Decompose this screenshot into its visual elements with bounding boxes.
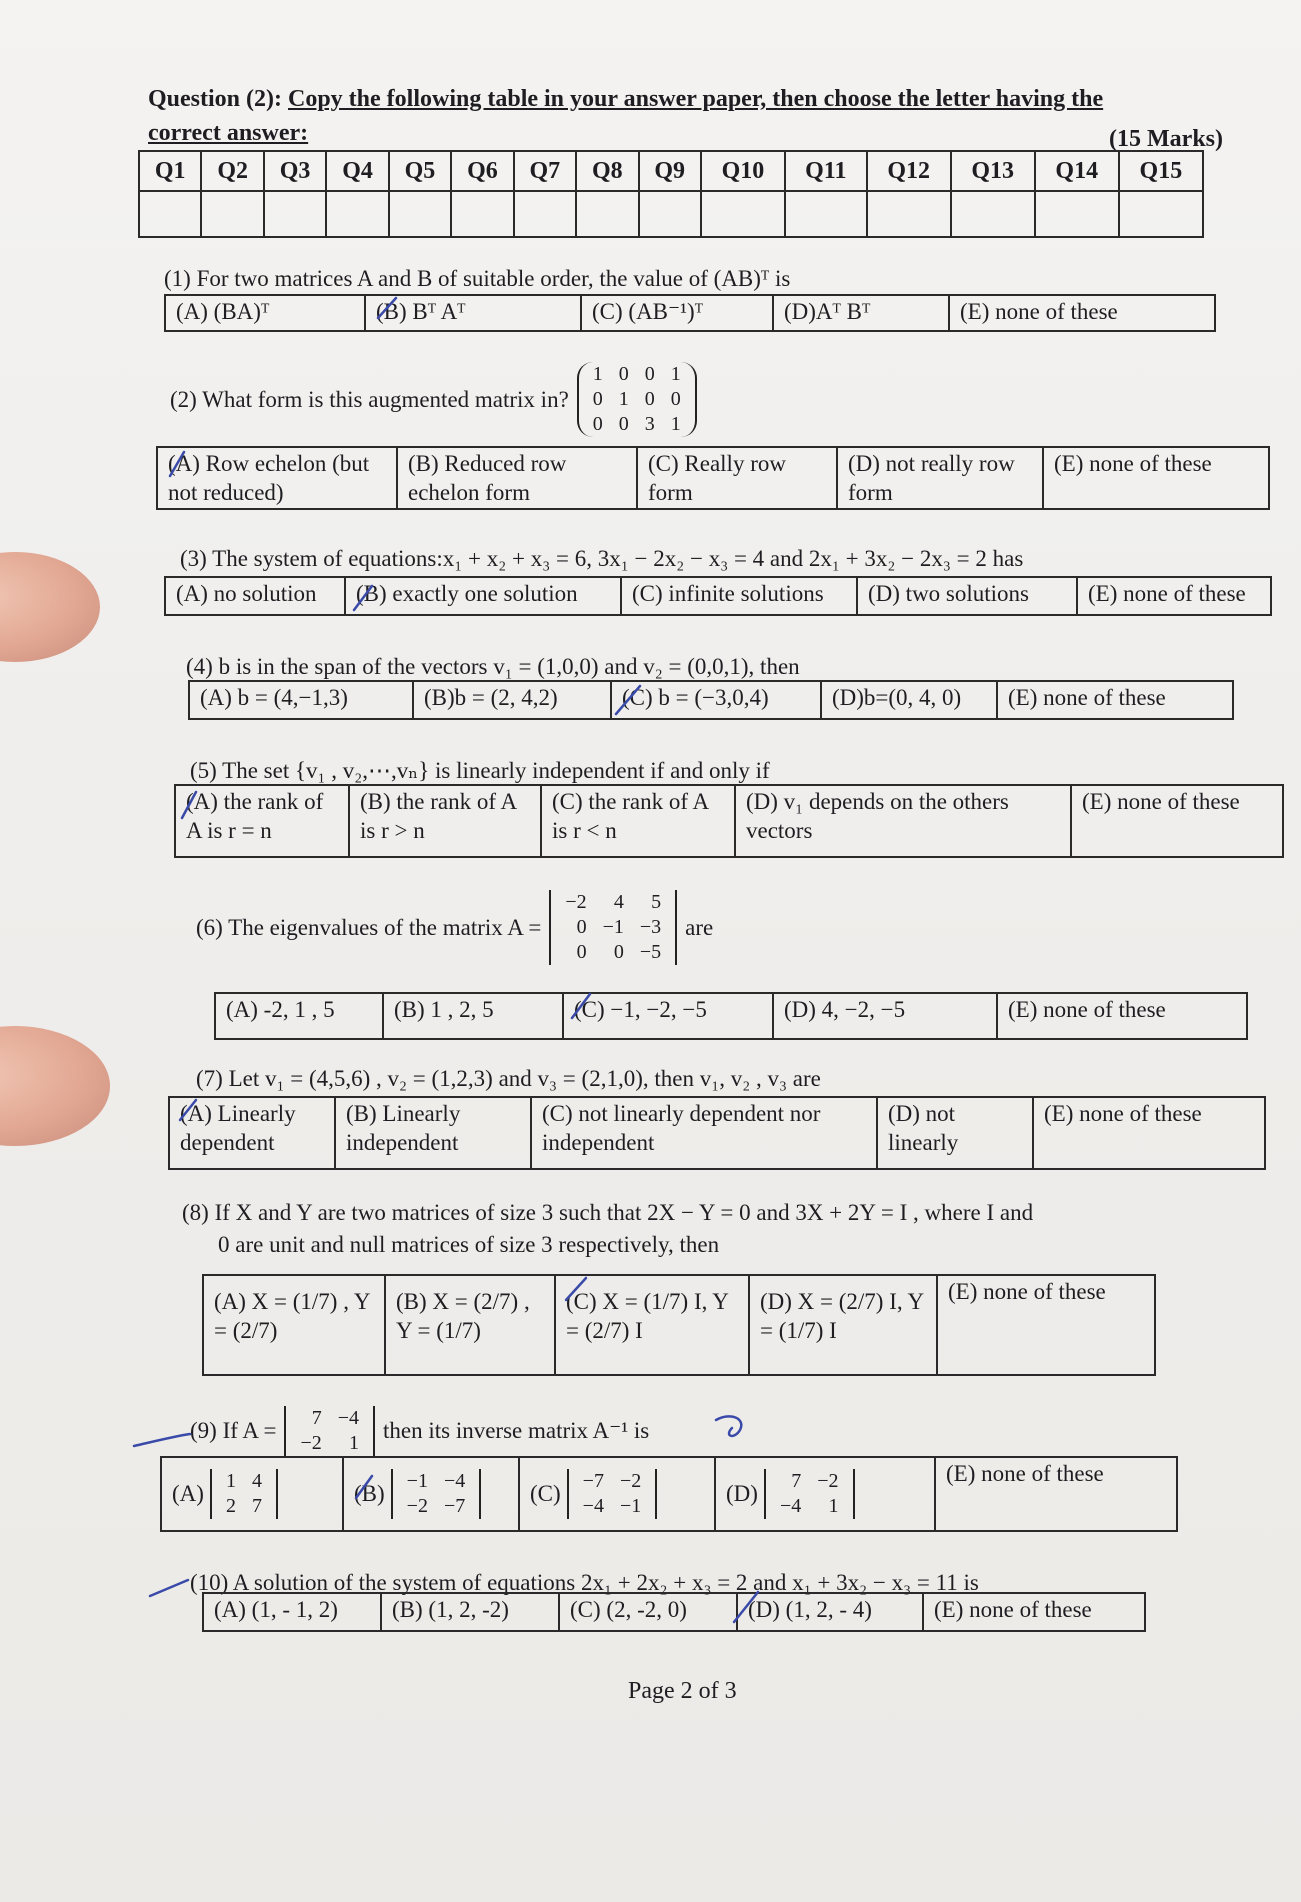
option-b: (B) X = (2/7) , Y = (1/7)	[386, 1276, 556, 1374]
pen-slash-q7	[180, 1100, 196, 1120]
matrix-entry: −7	[582, 1470, 604, 1492]
matrix-entry: 0	[576, 941, 587, 963]
option-e: (E) none of these	[1054, 451, 1212, 476]
option-d: (D) two solutions	[858, 578, 1078, 614]
matrix-entry: 0	[644, 363, 655, 385]
question-8-stem-cont: 0 are unit and null matrices of size 3 respectively, then	[218, 1232, 720, 1257]
option-a: (A) no solution	[166, 578, 346, 614]
matrix-entry: 1	[670, 413, 681, 435]
matrix-entry: −2	[565, 891, 587, 913]
option-d: (D) X = (2/7) I, Y = (1/7) I	[750, 1276, 938, 1374]
option-c: (C) infinite solutions	[622, 578, 858, 614]
question-10-stem: (10) A solution of the system of equations 2x₁ + 2x₂ + x₃ = 2 and x₁ + 3x₂ − x₃ = 11 is	[190, 1570, 979, 1595]
pen-slash-q1	[378, 298, 396, 318]
pen-slash-q8	[566, 1278, 586, 1300]
question-7-stem: (7) Let v₁ = (4,5,6) , v₂ = (1,2,3) and v₃ = (2,1,0), then v₁, v₂ , v₃ are	[196, 1066, 821, 1091]
matrix-entry: 7	[311, 1407, 322, 1429]
option-d: (D)Aᵀ Bᵀ	[774, 296, 950, 330]
matrix-entry: −3	[639, 916, 662, 938]
option-e: (E) none of these	[948, 1279, 1106, 1304]
option-d: (D) 4, −2, −5	[774, 994, 998, 1038]
option-label: (A)	[172, 1480, 204, 1506]
option-a: (A) Row echelon (but not reduced)	[158, 448, 398, 508]
matrix-entry: −7	[443, 1495, 466, 1517]
option-d: (D)b=(0, 4, 0)	[822, 682, 998, 718]
matrix-entry: −4	[337, 1407, 359, 1429]
matrix-entry: 0	[613, 941, 624, 963]
matrix-entry: −2	[406, 1495, 428, 1517]
answer-col-header: Q1	[139, 151, 201, 191]
option-a: (A) b = (4,−1,3)	[190, 682, 414, 718]
option-c: (C) −1, −2, −5	[564, 994, 774, 1038]
answer-col-header: Q11	[785, 151, 867, 191]
pen-stroke-q9	[134, 1434, 190, 1446]
option-a: (A) Linearly dependent	[170, 1098, 336, 1168]
answer-col-header: Q14	[1035, 151, 1119, 191]
marks-label: (15 Marks)	[1109, 126, 1223, 152]
matrix-entry: 1	[592, 363, 603, 385]
matrix-entry: −4	[443, 1470, 466, 1492]
matrix-entry: 1	[618, 388, 629, 410]
answer-col-header: Q10	[701, 151, 785, 191]
pen-slash-q9	[356, 1476, 372, 1498]
matrix-entry: 7	[251, 1495, 262, 1517]
matrix-entry: 3	[644, 413, 655, 435]
option-b: (B) Linearly independent	[336, 1098, 532, 1168]
option-a: (A) (BA)ᵀ	[166, 296, 366, 330]
option-b: (B)b = (2, 4,2)	[414, 682, 612, 718]
option-b: (B) (1, 2, -2)	[382, 1594, 560, 1630]
question-1-stem: (1) For two matrices A and B of suitable order, the value of (AB)ᵀ is	[164, 266, 791, 291]
matrix-entry: 2	[225, 1495, 236, 1517]
option-b: (B) Bᵀ Aᵀ	[366, 296, 582, 330]
option-b: (B) 1 , 2, 5	[384, 994, 564, 1038]
question-label: Question (2):	[148, 86, 282, 112]
option-e: (E) none of these	[1088, 581, 1246, 606]
option-label: (C)	[530, 1480, 561, 1506]
matrix-entry: −1	[619, 1495, 642, 1517]
option-d: (D) not really row form	[838, 448, 1044, 508]
question-8-stem: (8) If X and Y are two matrices of size 3 such that 2X − Y = 0 and 3X + 2Y = I , where I and	[182, 1200, 1034, 1225]
option-d: (D) v₁ depends on the others vectors	[736, 786, 1072, 856]
option-e: (E) none of these	[960, 299, 1118, 324]
matrix-entry: 1	[828, 1495, 839, 1517]
matrix-entry: 0	[592, 413, 603, 435]
option-a: (A) (1, - 1, 2)	[204, 1594, 382, 1630]
option-c: (C) the rank of A is r < n	[542, 786, 736, 856]
pen-slash-q10	[734, 1592, 758, 1622]
option-e: (E) none of these	[934, 1597, 1092, 1622]
matrix-entry: −2	[300, 1432, 322, 1454]
option-c: (C) not linearly dependent nor independent	[532, 1098, 878, 1168]
option-a: (A) X = (1/7) , Y = (2/7)	[204, 1276, 386, 1374]
pen-slash-q6	[572, 994, 590, 1018]
matrix-entry: 4	[251, 1470, 262, 1492]
question-6-stem-end: are	[685, 914, 714, 940]
question-5-stem: (5) The set {v₁ , v₂,⋯,vₙ} is linearly independent if and only if	[190, 758, 770, 783]
question-4-stem: (4) b is in the span of the vectors v₁ = (1,0,0) and v₂ = (0,0,1), then	[186, 654, 800, 679]
option-d: (D) not linearly	[878, 1098, 1034, 1168]
matrix-entry: 0	[618, 363, 629, 385]
pen-stroke-q10	[150, 1580, 188, 1596]
matrix-entry: 1	[670, 363, 681, 385]
answer-col-header: Q9	[639, 151, 701, 191]
matrix-entry: 0	[644, 388, 655, 410]
matrix-entry: 1	[225, 1470, 236, 1492]
answer-col-header: Q3	[264, 151, 326, 191]
option-b: (B) the rank of A is r > n	[350, 786, 542, 856]
answer-col-header: Q8	[576, 151, 638, 191]
pen-slash-q5	[182, 792, 196, 818]
option-c: (C) Really row form	[638, 448, 838, 508]
instruction-text: Copy the following table in your answer paper, then choose the letter having the	[288, 86, 1104, 112]
option-label: (B)	[354, 1480, 385, 1506]
answer-col-header: Q5	[389, 151, 451, 191]
matrix-entry: −1	[602, 916, 624, 938]
option-e: (E) none of these	[946, 1461, 1104, 1486]
option-c: (C) X = (1/7) I, Y = (2/7) I	[556, 1276, 750, 1374]
matrix-entry: 0	[576, 916, 587, 938]
matrix-entry: −2	[619, 1470, 642, 1492]
option-e: (E) none of these	[1008, 685, 1166, 710]
matrix-entry: 1	[349, 1432, 359, 1454]
question-9-stem: (9) If A =	[190, 1418, 277, 1443]
answer-col-header: Q13	[951, 151, 1035, 191]
matrix-entry: 5	[651, 891, 662, 913]
question-3-stem: (3) The system of equations:x₁ + x₂ + x₃ = 6, 3x₁ − 2x₂ − x₃ = 4 and 2x₁ + 3x₂ − 2x₃ = 2 has	[180, 546, 1024, 571]
answer-col-header: Q6	[451, 151, 513, 191]
matrix-entry: −1	[406, 1470, 428, 1492]
matrix-entry: 0	[670, 388, 681, 410]
matrix-entry: −4	[582, 1495, 604, 1517]
option-d: (D) (1, 2, - 4)	[738, 1594, 924, 1630]
matrix-entry: 7	[791, 1470, 802, 1492]
matrix-entry: −5	[639, 941, 662, 963]
instruction-continuation: correct answer:	[148, 120, 309, 146]
option-a: (A) -2, 1 , 5	[216, 994, 384, 1038]
question-6-stem: (6) The eigenvalues of the matrix A =	[196, 914, 542, 940]
pen-slash-q4	[616, 686, 640, 714]
matrix-entry: −2	[817, 1470, 839, 1492]
option-e: (E) none of these	[1082, 789, 1240, 814]
matrix-entry: 0	[618, 413, 629, 435]
question-2-stem: (2) What form is this augmented matrix in?	[170, 386, 569, 412]
answer-col-header: Q2	[201, 151, 263, 191]
answer-col-header: Q15	[1119, 151, 1203, 191]
question-9-stem-end: then its inverse matrix A⁻¹ is	[383, 1418, 650, 1443]
answer-col-header: Q12	[867, 151, 951, 191]
option-e: (E) none of these	[1008, 997, 1166, 1022]
answer-col-header: Q7	[514, 151, 576, 191]
pen-slash-q3	[354, 586, 372, 610]
pen-scribble-q9	[716, 1416, 741, 1436]
matrix-entry: 0	[592, 388, 603, 410]
option-b: (B) Reduced row echelon form	[398, 448, 638, 508]
matrix-entry: −4	[779, 1495, 802, 1517]
option-a: (A) the rank of A is r = n	[176, 786, 350, 856]
option-c: (C) (2, -2, 0)	[560, 1594, 738, 1630]
answer-col-header: Q4	[326, 151, 388, 191]
option-c: (C) (AB⁻¹)ᵀ	[582, 296, 774, 330]
pen-slash-q2	[170, 452, 184, 476]
page-number: Page 2 of 3	[628, 1678, 737, 1704]
option-b: (B) exactly one solution	[346, 578, 622, 614]
option-e: (E) none of these	[1044, 1101, 1202, 1126]
option-label: (D)	[726, 1480, 758, 1506]
matrix-entry: 4	[613, 891, 624, 913]
option-c: (C) b = (−3,0,4)	[612, 682, 822, 718]
